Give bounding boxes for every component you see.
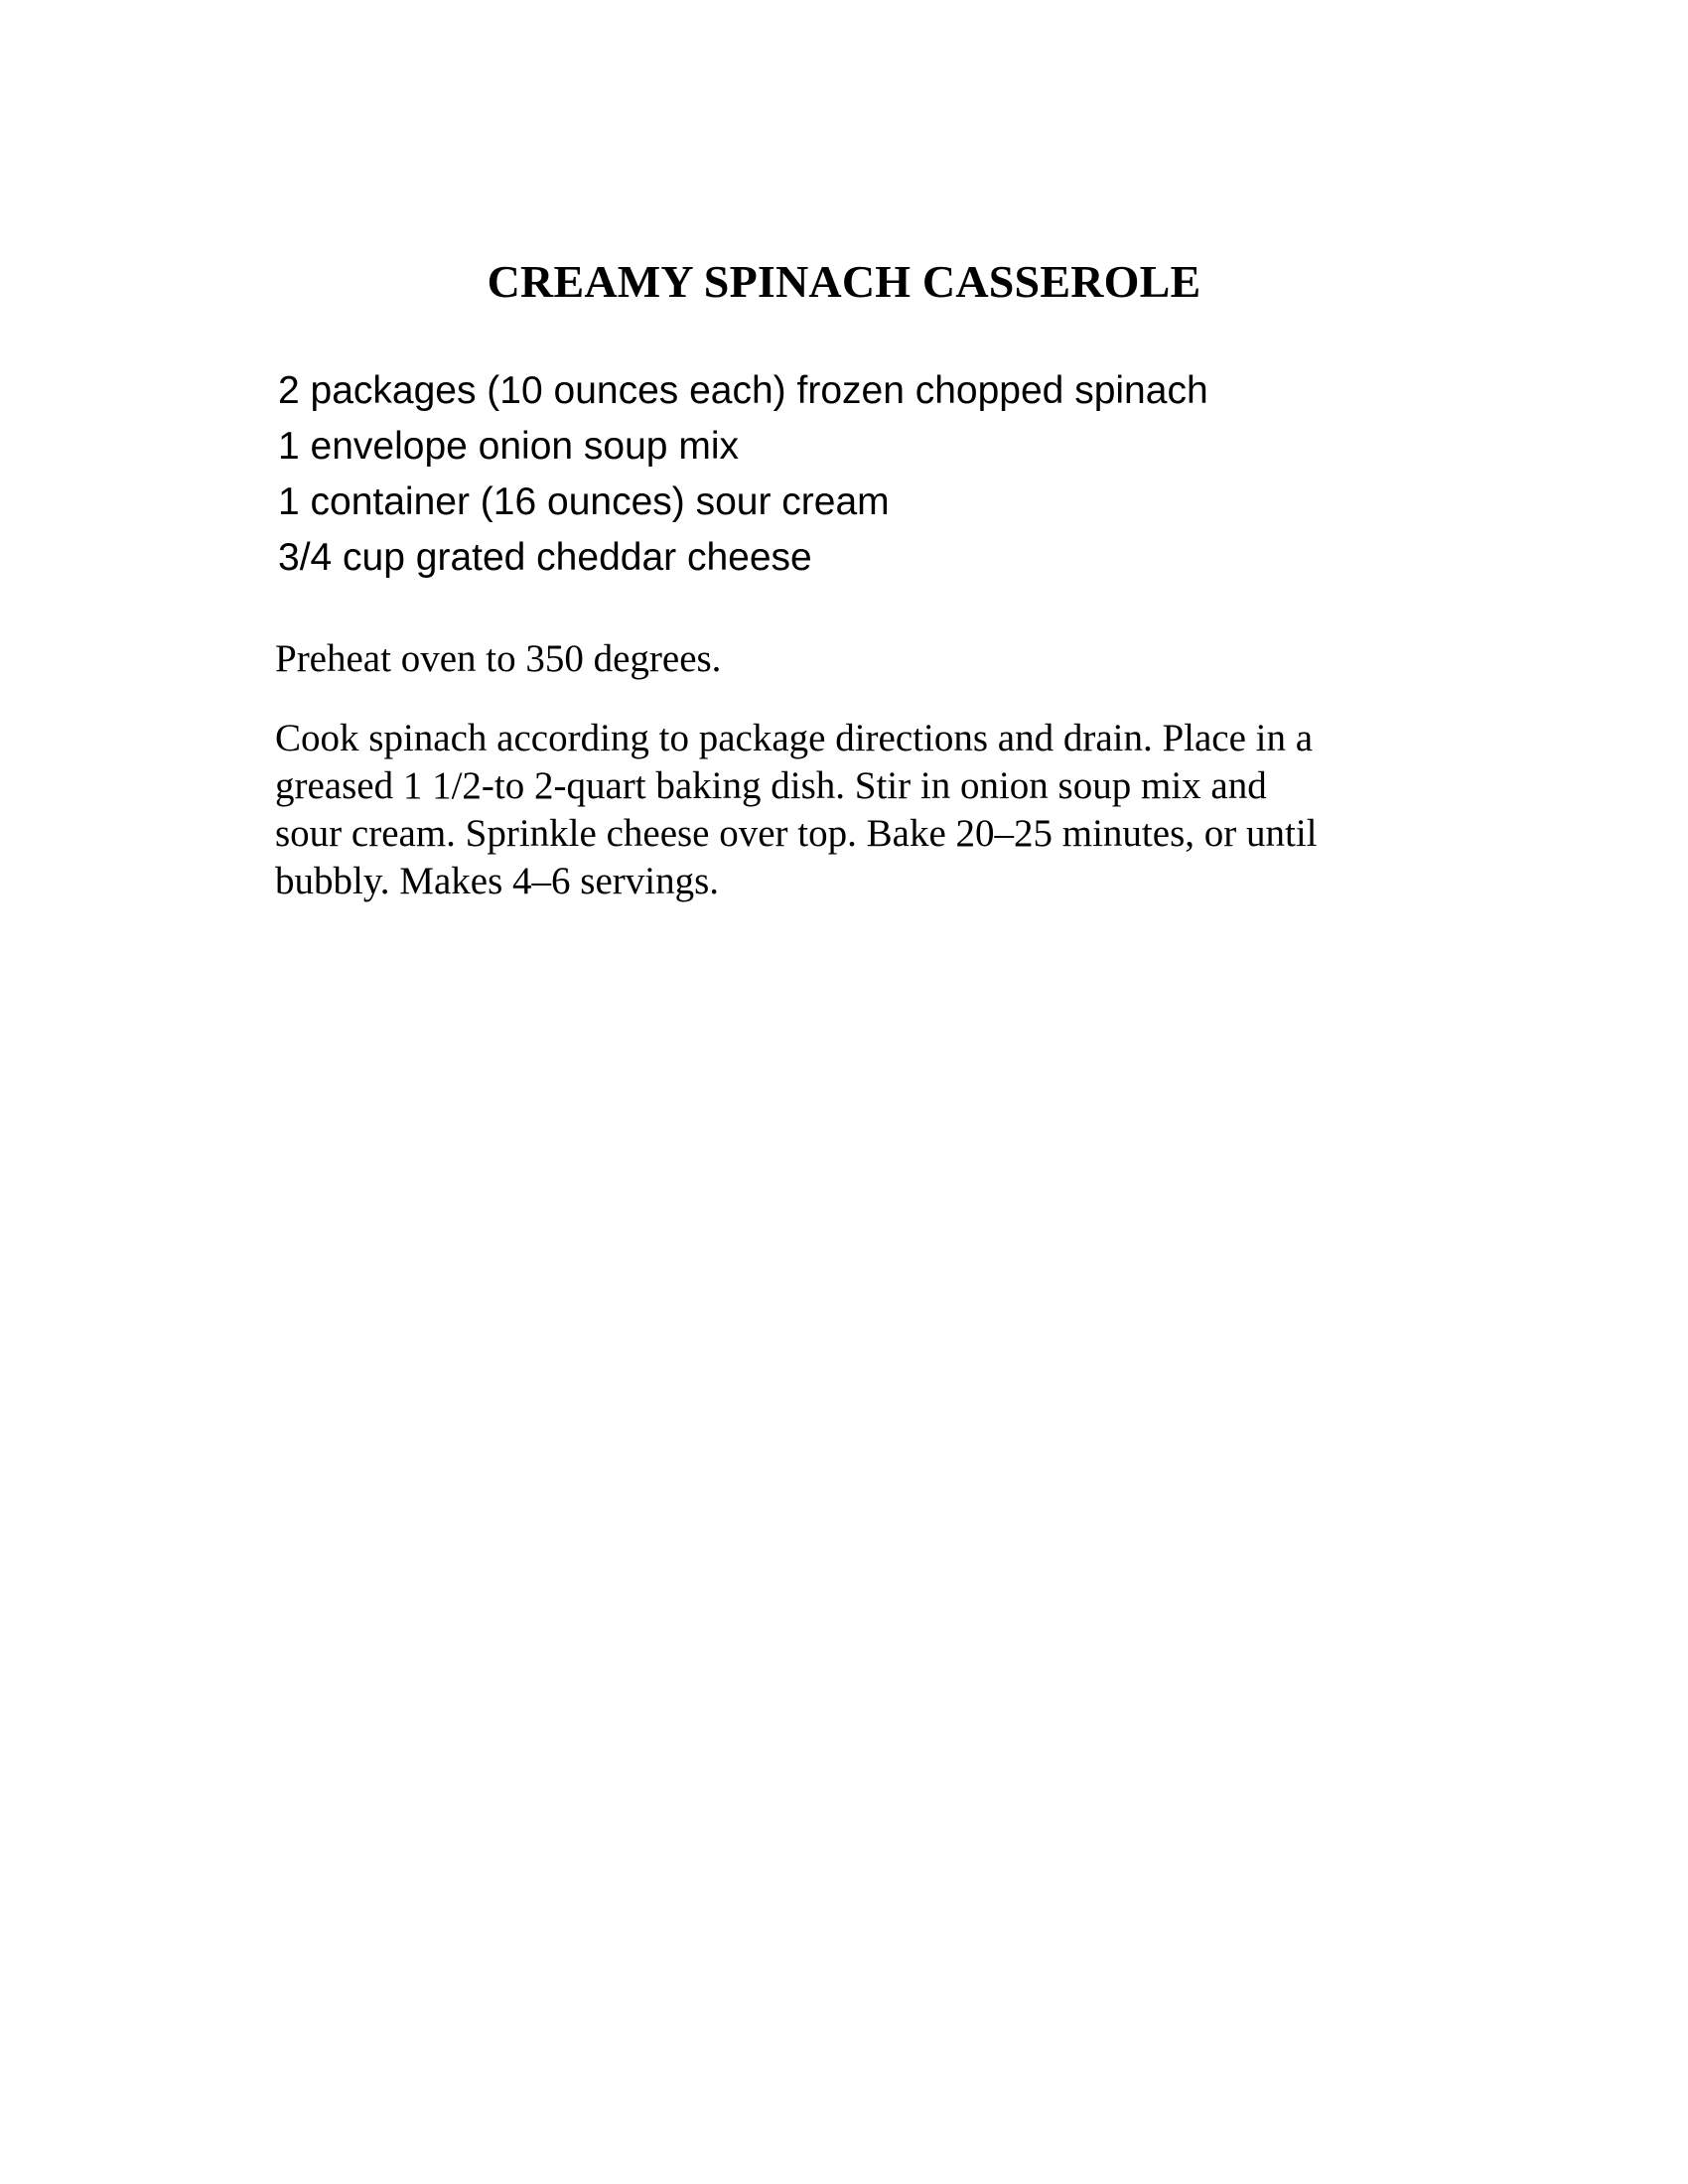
method-line: Cook spinach according to package directions and drain. Place in a xyxy=(275,717,1314,759)
ingredient-item: 2 packages (10 ounces each) frozen chopped spinach xyxy=(278,369,1208,412)
ingredient-list xyxy=(278,363,1208,586)
ingredient-item: 1 container (16 ounces) sour cream xyxy=(278,480,890,523)
preheat-instruction: Preheat oven to 350 degrees. xyxy=(275,637,722,680)
ingredient-item: 3/4 cup grated cheddar cheese xyxy=(278,536,812,579)
ingredient-item: 1 envelope onion soup mix xyxy=(278,425,739,468)
instructions xyxy=(275,635,1407,905)
method-paragraph xyxy=(275,715,1407,905)
method-line: sour cream. Sprinkle cheese over top. Bake 20–25 minutes, or until xyxy=(275,812,1318,855)
method-line: greased 1 1/2-to 2-quart baking dish. Stir in onion soup mix and xyxy=(275,764,1267,807)
method-line: bubbly. Makes 4–6 servings. xyxy=(275,860,720,902)
recipe-title: CREAMY SPINACH CASSEROLE xyxy=(487,256,1201,307)
